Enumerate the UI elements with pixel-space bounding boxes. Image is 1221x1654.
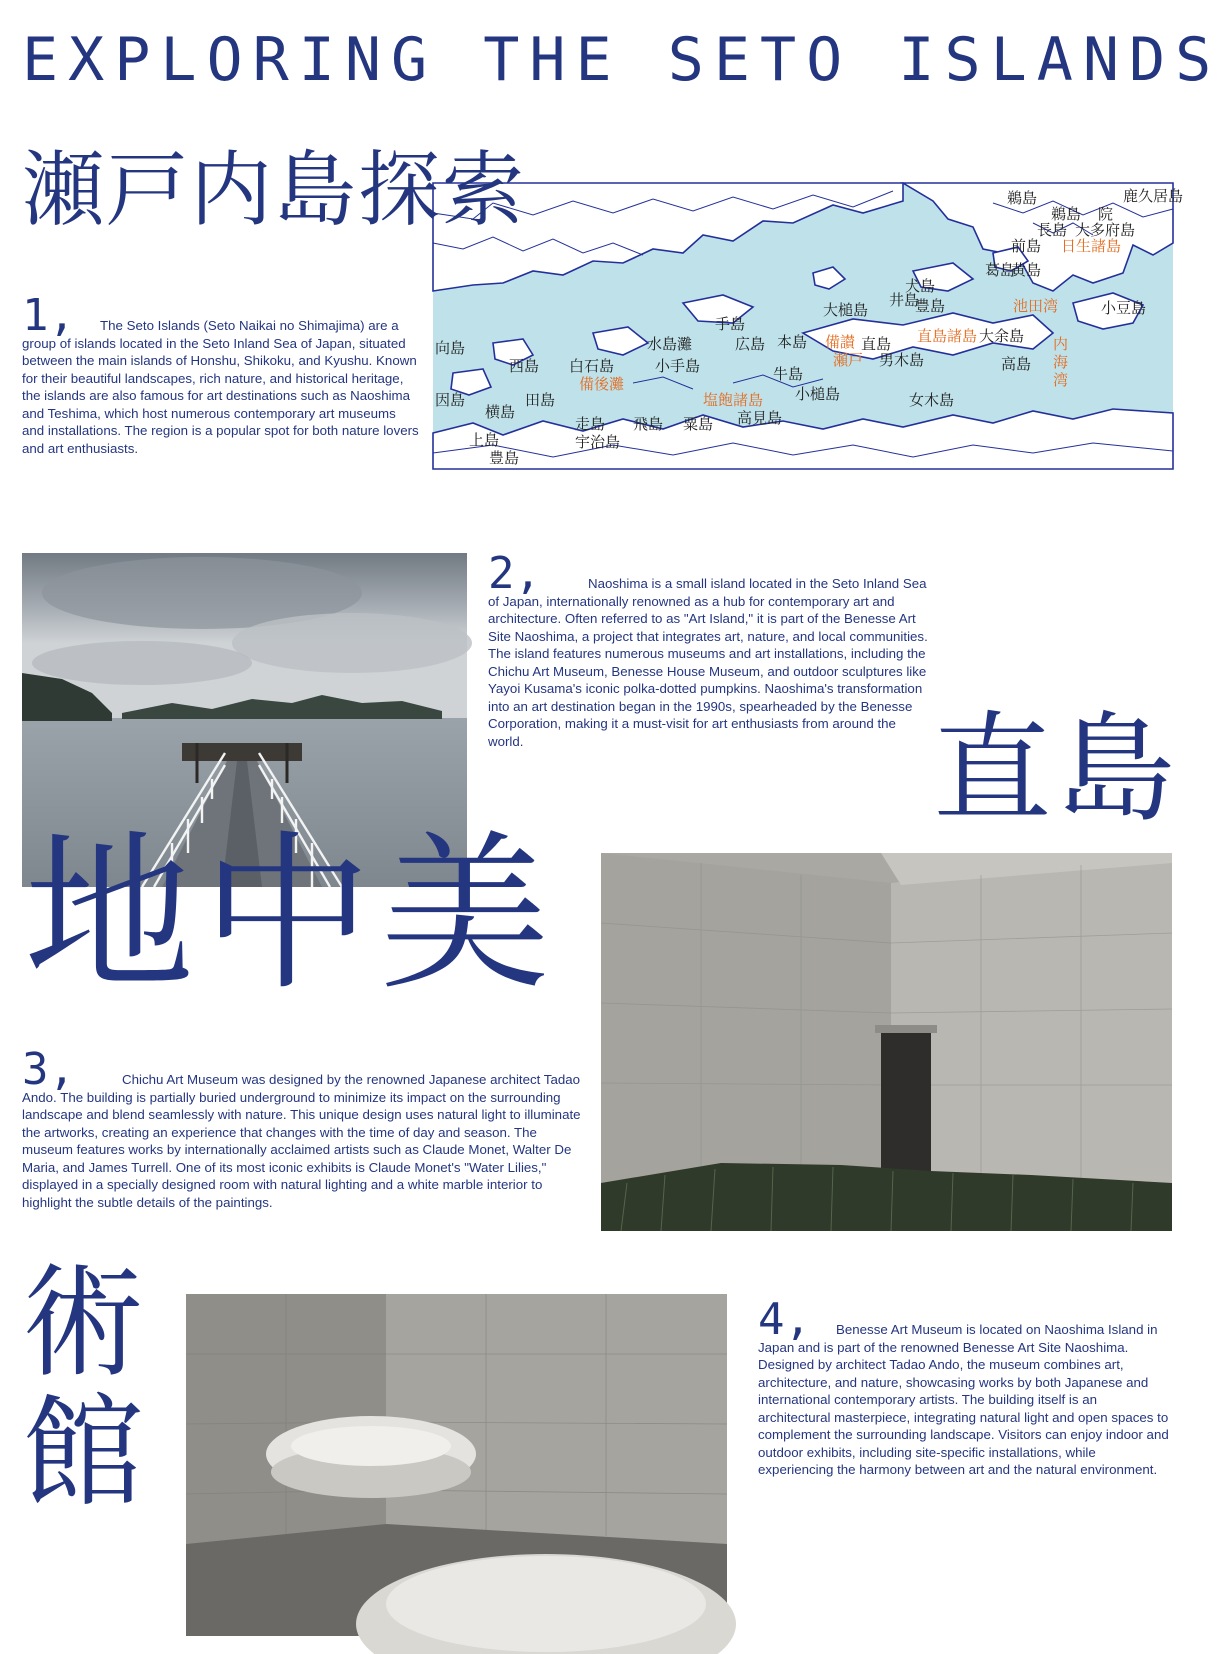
svg-text:湾: 湾 — [1053, 371, 1069, 389]
svg-text:高見島: 高見島 — [737, 409, 783, 427]
svg-text:黄島: 黄島 — [1011, 261, 1042, 279]
svg-text:院: 院 — [1098, 205, 1114, 223]
svg-text:豊島: 豊島 — [489, 449, 520, 467]
svg-text:白石島: 白石島 — [569, 357, 615, 375]
section-2-text: Naoshima is a small island located in the Seto Inland Sea of Japan, internationally renowned as a hub for contemporary art and architecture. Often referred to as "Art Island," it is part of the Benesse Art Site Naoshima, a project that integrates art, nature, and local communities. The island features numerous museums and art installations, including the Chichu Art Museum, Benesse House Museum, and outdoor sculptures like Yayoi Kusama's iconic polka-dotted pumpkins. Naoshima's transformation into an art destination began in the 1990s, spearheaded by the Benesse Corporation, making it a must-visit for art enthusiasts from around the world. — [488, 576, 928, 749]
section-1-paragraph — [22, 290, 420, 457]
svg-text:男木島: 男木島 — [879, 351, 925, 369]
page-title: EXPLORING THE SETO ISLANDS — [22, 25, 1221, 95]
svg-text:本島: 本島 — [777, 333, 808, 351]
svg-text:日生諸島: 日生諸島 — [1061, 237, 1122, 255]
svg-text:備讃: 備讃 — [825, 333, 856, 351]
svg-text:水島灘: 水島灘 — [647, 335, 693, 353]
svg-text:牛島: 牛島 — [773, 365, 804, 383]
section-1-number: 1, — [22, 290, 75, 341]
stone-sculpture-photo — [186, 1294, 727, 1636]
svg-text:鵜島: 鵜島 — [1007, 189, 1038, 207]
svg-text:飛島: 飛島 — [633, 415, 664, 433]
svg-text:井島: 井島 — [889, 291, 920, 309]
svg-text:宇治島: 宇治島 — [575, 433, 621, 451]
svg-text:備後灘: 備後灘 — [579, 375, 625, 393]
svg-text:前島: 前島 — [1011, 237, 1042, 255]
svg-text:手島: 手島 — [715, 315, 746, 333]
svg-text:鹿久居島: 鹿久居島 — [1123, 187, 1184, 205]
svg-text:豊島: 豊島 — [915, 297, 946, 315]
svg-text:塩飽諸島: 塩飽諸島 — [703, 391, 764, 409]
section-4-text: Benesse Art Museum is located on Naoshima Island in Japan and is part of the renowned Benesse Art Site Naoshima. Designed by architect Tadao Ando, the museum combines art, architecture, and nature, showcasing works by both Japanese and international contemporary artists. The building itself is an architectural masterpiece, integrating natural light and open spaces to complement the surrounding landscape. Visitors can enjoy indoor and outdoor exhibits, including site-specific installations, while experiencing the harmony between art and the natural environment. — [758, 1322, 1169, 1477]
concrete-wall-photo — [601, 853, 1172, 1231]
naoshima-kanji: 直島 — [933, 700, 1182, 838]
svg-text:横島: 横島 — [485, 403, 516, 421]
svg-text:小手島: 小手島 — [655, 357, 701, 375]
chichu-kanji: 地中美 — [24, 816, 559, 1014]
svg-text:大多府島: 大多府島 — [1075, 221, 1136, 239]
svg-text:大余島: 大余島 — [979, 327, 1025, 345]
section-3-paragraph — [22, 1044, 582, 1211]
section-4-number: 4, — [758, 1294, 811, 1345]
vertical-kanji-2: 館 — [22, 1382, 144, 1524]
svg-text:向島: 向島 — [435, 339, 466, 357]
svg-text:池田湾: 池田湾 — [1013, 297, 1059, 315]
svg-text:直島: 直島 — [861, 335, 892, 353]
svg-text:広島: 広島 — [735, 335, 766, 353]
svg-text:走島: 走島 — [575, 415, 606, 433]
seto-inland-sea-map — [432, 183, 1184, 469]
section-2-number: 2, — [488, 548, 541, 599]
svg-text:直島諸島: 直島諸島 — [917, 327, 978, 345]
section-3-number: 3, — [22, 1044, 75, 1095]
svg-text:長島: 長島 — [1037, 221, 1068, 239]
svg-text:小豆島: 小豆島 — [1101, 299, 1147, 317]
section-2-paragraph — [488, 548, 934, 750]
svg-text:犬島: 犬島 — [905, 277, 936, 295]
svg-text:内: 内 — [1053, 335, 1069, 353]
section-1-text: The Seto Islands (Seto Naikai no Shimajima) are a group of islands located in the Seto Inland Sea of Japan, situated between the main islands of Honshu, Shikoku, and Kyushu. Known for their beautiful landscapes, rich nature, and historical heritage, the islands are also famous for art destinations such as Naoshima and Teshima, which host numerous contemporary art museums and installations. The region is a popular spot for both nature lovers and art enthusiasts. — [22, 318, 419, 456]
svg-text:田島: 田島 — [525, 391, 556, 409]
svg-text:葛島: 葛島 — [985, 261, 1016, 279]
section-4-paragraph — [758, 1294, 1172, 1479]
vertical-kanji — [22, 1252, 152, 1524]
svg-text:高島: 高島 — [1001, 355, 1032, 373]
svg-text:海: 海 — [1053, 353, 1069, 371]
svg-text:大槌島: 大槌島 — [823, 301, 869, 319]
svg-text:上島: 上島 — [469, 431, 500, 449]
svg-text:鵜島: 鵜島 — [1051, 205, 1082, 223]
svg-text:粟島: 粟島 — [683, 415, 714, 433]
vertical-kanji-1: 術 — [22, 1252, 144, 1394]
svg-text:西島: 西島 — [509, 357, 540, 375]
svg-text:因島: 因島 — [435, 391, 466, 409]
svg-text:瀬戸: 瀬戸 — [833, 351, 864, 369]
japanese-headline: 瀬戸内島探索 — [22, 143, 527, 238]
section-3-text: Chichu Art Museum was designed by the renowned Japanese architect Tadao Ando. The building is partially buried underground to minimize its impact on the surrounding landscape and blend seamlessly with nature. This unique design uses natural light to illuminate the artworks, creating an experience that changes with the time of day and season. The museum features works by internationally acclaimed artists such as Claude Monet, Walter De Maria, and James Turrell. One of its most iconic exhibits is Claude Monet's "Water Lilies," displayed in a specially designed room with natural lighting and a white marble interior to highlight the subtle details of the paintings. — [22, 1072, 581, 1210]
svg-text:小槌島: 小槌島 — [795, 385, 841, 403]
svg-text:女木島: 女木島 — [909, 391, 955, 409]
